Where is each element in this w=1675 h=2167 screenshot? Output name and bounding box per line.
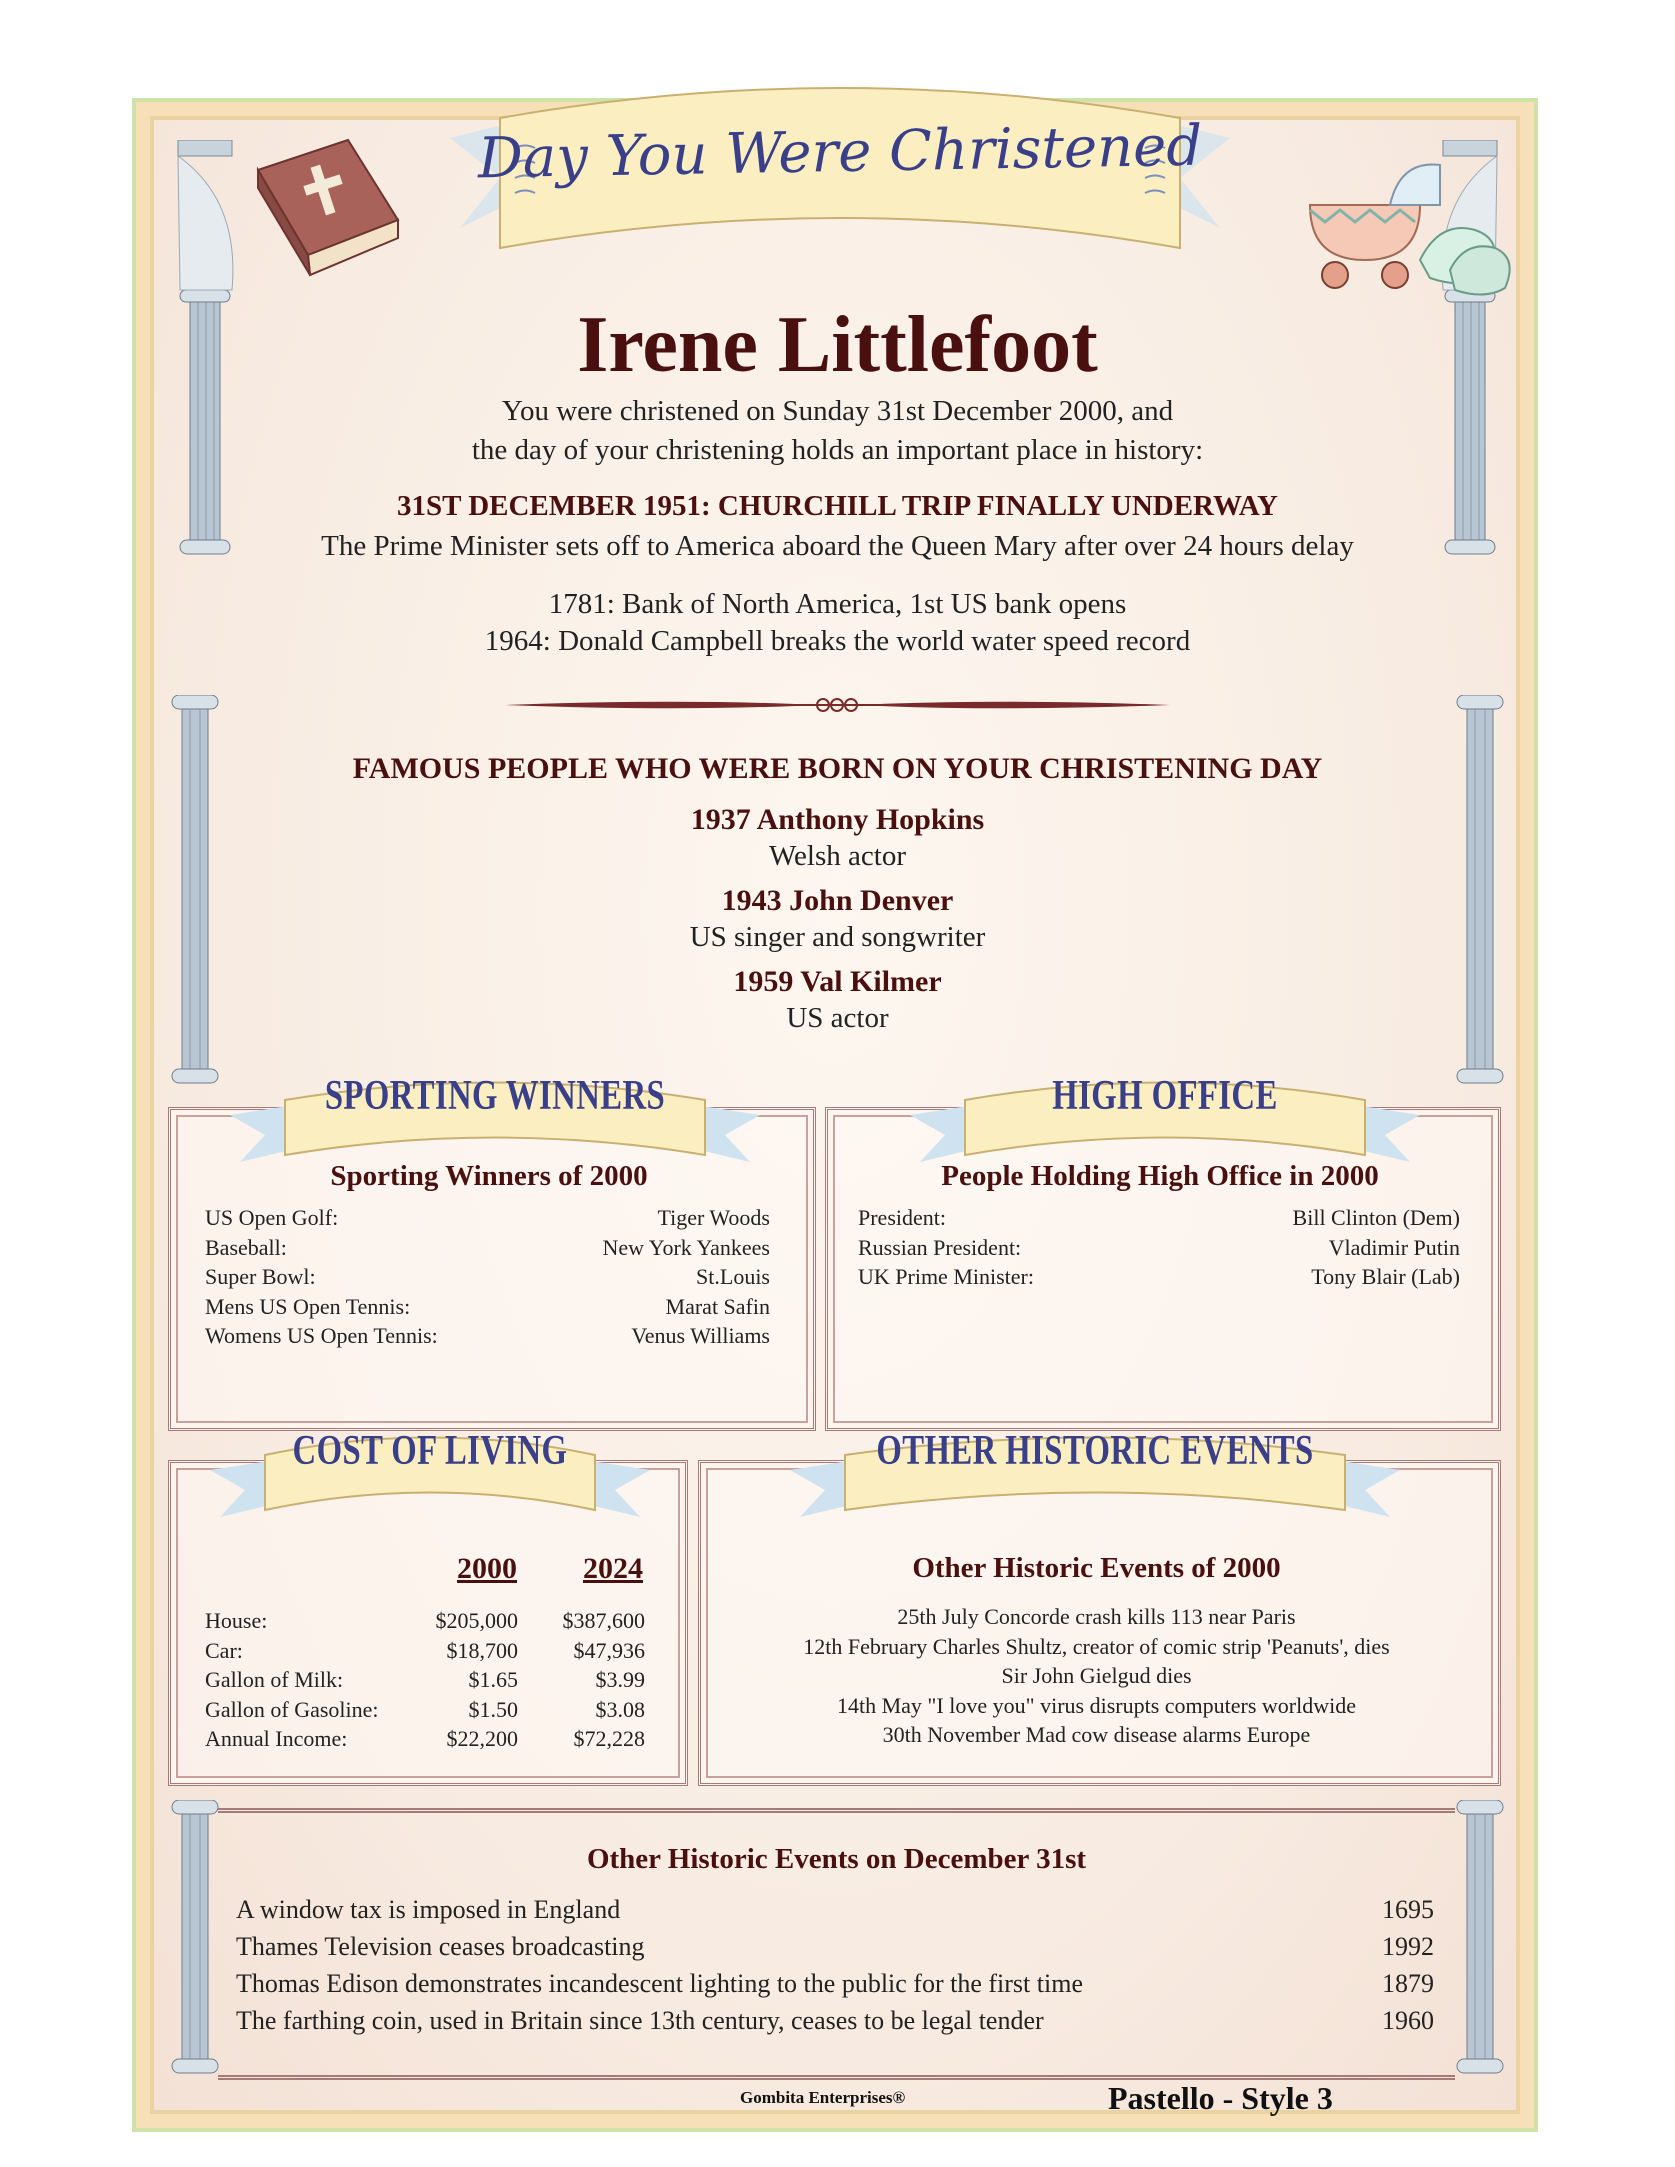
- event-text: Thames Television ceases broadcasting: [236, 1932, 645, 1961]
- cost-value-2000: $18,700: [446, 1637, 518, 1663]
- list-item: 30th November Mad cow disease alarms Europe: [882, 1722, 1311, 1747]
- cost-label: Gallon of Gasoline:: [205, 1696, 379, 1722]
- cost-row: [205, 1724, 645, 1754]
- sporting-winners-list: [205, 1203, 770, 1351]
- cost-value-2024: $3.99: [595, 1667, 645, 1692]
- list-item: 12th February Charles Shultz, creator of comic strip 'Peanuts', dies: [803, 1633, 1390, 1659]
- event-line-1: 1781: Bank of North America, 1st US bank opens: [548, 588, 1127, 620]
- event-year: 1695: [1382, 1895, 1434, 1924]
- ornamental-divider: [505, 695, 1170, 715]
- table-row: [236, 1891, 1434, 1928]
- office-label: Russian President:: [858, 1234, 1022, 1260]
- sporting-winners-ribbon-label: SPORTING WINNERS: [324, 1073, 666, 1119]
- office-value: Vladimir Putin: [1328, 1234, 1460, 1260]
- office-row: [858, 1203, 1460, 1233]
- sporting-label: Super Bowl:: [205, 1264, 316, 1289]
- cost-row: [205, 1636, 645, 1666]
- headline-description: The Prime Minister sets off to America aboard the Queen Mary after over 24 hours delay: [321, 530, 1354, 562]
- other-historic-events-ribbon-label: OTHER HISTORIC EVENTS: [876, 1428, 1314, 1474]
- office-row: [858, 1233, 1460, 1263]
- list-item: 14th May "I love you" virus disrupts computers worldwide: [836, 1692, 1356, 1718]
- high-office-title: People Holding High Office in 2000: [941, 1160, 1379, 1192]
- sporting-value: Venus Williams: [631, 1323, 770, 1348]
- sporting-winners-ribbon-label-wrap: [225, 1072, 765, 1120]
- cost-of-living-ribbon-label-wrap: [205, 1427, 655, 1475]
- cost-value-2000: $22,200: [446, 1726, 518, 1751]
- office-label: UK Prime Minister:: [858, 1264, 1034, 1289]
- intro-line-1: You were christened on Sunday 31st December 2000, and: [501, 395, 1174, 427]
- famous-person-desc-3: US actor: [786, 1002, 889, 1034]
- event-year: 1960: [1382, 2006, 1434, 2035]
- high-office-ribbon-label-wrap: [905, 1072, 1425, 1120]
- sporting-row: [205, 1262, 770, 1292]
- list-item: Sir John Gielgud dies: [1001, 1663, 1192, 1688]
- cost-row: [205, 1665, 645, 1695]
- table-row: [236, 1965, 1434, 2002]
- famous-person-desc-2: US singer and songwriter: [689, 921, 986, 953]
- cost-label: Annual Income:: [205, 1726, 348, 1751]
- sporting-value: St.Louis: [696, 1264, 770, 1289]
- high-office-ribbon-label: HIGH OFFICE: [1052, 1073, 1278, 1119]
- other-historic-events-ribbon-label-wrap: [785, 1427, 1405, 1475]
- list-item: 25th July Concorde crash kills 113 near Paris: [897, 1604, 1296, 1629]
- high-office-list: [858, 1203, 1460, 1292]
- cost-label: House:: [205, 1608, 268, 1633]
- famous-person-name-1: 1937 Anthony Hopkins: [690, 803, 985, 836]
- event-text: The farthing coin, used in Britain since 13th century, ceases to be legal tender: [236, 2006, 1044, 2035]
- column-decoration-left-bottom: [170, 1800, 220, 2075]
- christened-person-name: Irene Littlefoot: [577, 301, 1098, 389]
- cost-value-2024: $387,600: [562, 1608, 645, 1633]
- cost-value-2024: $72,228: [573, 1726, 645, 1751]
- cost-label: Gallon of Milk:: [205, 1667, 344, 1692]
- event-text: Thomas Edison demonstrates incandescent lighting to the public for the first time: [236, 1969, 1083, 1998]
- event-text: A window tax is imposed in England: [236, 1895, 621, 1924]
- cost-value-2000: $1.65: [468, 1667, 518, 1692]
- sporting-winners-title: Sporting Winners of 2000: [330, 1160, 648, 1192]
- sporting-label: Womens US Open Tennis:: [205, 1323, 438, 1348]
- footer-company: Gombita Enterprises®: [740, 2088, 906, 2107]
- sporting-value: Marat Safin: [665, 1293, 770, 1319]
- intro-line-2: the day of your christening holds an important place in history:: [471, 434, 1204, 466]
- sporting-row: [205, 1233, 770, 1263]
- pram-and-shoes-icon: [1290, 150, 1520, 320]
- cost-value-2000: $205,000: [435, 1608, 518, 1633]
- cost-row: [205, 1695, 645, 1725]
- december-events-title: Other Historic Events on December 31st: [586, 1843, 1087, 1875]
- cost-of-living-ribbon-label: COST OF LIVING: [292, 1428, 568, 1474]
- cost-value-2024: $47,936: [573, 1637, 645, 1663]
- sporting-row: [205, 1203, 770, 1233]
- famous-person-name-2: 1943 John Denver: [721, 884, 954, 917]
- sporting-value: Tiger Woods: [657, 1205, 770, 1230]
- cost-year-2024: 2024: [583, 1552, 643, 1585]
- famous-person-desc-1: Welsh actor: [769, 840, 906, 872]
- cost-row: [205, 1606, 645, 1636]
- sporting-label: Baseball:: [205, 1234, 287, 1260]
- december-events-list: [236, 1891, 1434, 2039]
- sporting-label: Mens US Open Tennis:: [205, 1293, 411, 1319]
- sporting-value: New York Yankees: [602, 1234, 770, 1260]
- bible-icon: [238, 130, 408, 295]
- footer-style: Pastello - Style 3: [1108, 2080, 1333, 2116]
- famous-person-name-3: 1959 Val Kilmer: [733, 965, 942, 998]
- headline-title: 31ST DECEMBER 1951: CHURCHILL TRIP FINALLY UNDERWAY: [397, 490, 1278, 522]
- office-label: President:: [858, 1205, 946, 1230]
- office-value: Tony Blair (Lab): [1311, 1264, 1460, 1289]
- sporting-row: [205, 1321, 770, 1351]
- famous-people-title: FAMOUS PEOPLE WHO WERE BORN ON YOUR CHRISTENING DAY: [352, 752, 1323, 785]
- table-row: [236, 2002, 1434, 2039]
- cost-value-2024: $3.08: [595, 1696, 645, 1722]
- office-value: Bill Clinton (Dem): [1292, 1205, 1460, 1230]
- other-historic-events-list: [698, 1602, 1495, 1750]
- title-banner-text: Day You Were Christened: [477, 113, 1203, 192]
- event-year: 1879: [1382, 1969, 1434, 1998]
- column-decoration-right-bottom: [1455, 1800, 1505, 2075]
- other-historic-events-title: Other Historic Events of 2000: [912, 1552, 1281, 1584]
- event-year: 1992: [1382, 1932, 1434, 1961]
- cost-year-2000: 2000: [457, 1552, 517, 1585]
- cost-label: Car:: [205, 1637, 243, 1663]
- cost-of-living-table: [205, 1552, 645, 1754]
- cost-value-2000: $1.50: [468, 1696, 518, 1722]
- sporting-row: [205, 1292, 770, 1322]
- office-row: [858, 1262, 1460, 1292]
- event-line-2: 1964: Donald Campbell breaks the world water speed record: [484, 625, 1191, 657]
- sporting-label: US Open Golf:: [205, 1205, 339, 1230]
- table-row: [236, 1928, 1434, 1965]
